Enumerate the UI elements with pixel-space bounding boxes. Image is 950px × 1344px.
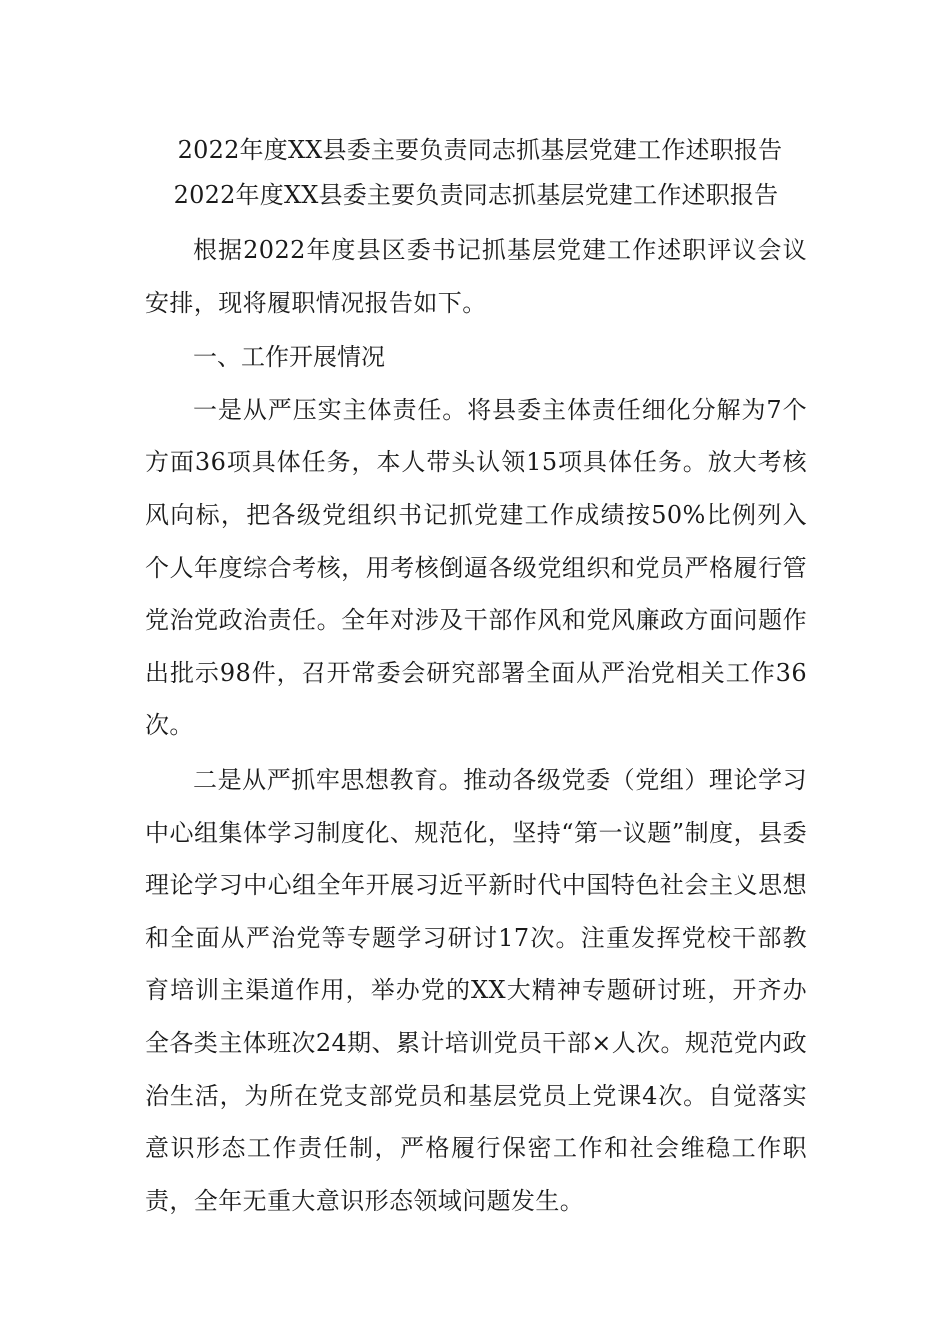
body-paragraph: 一是从严压实主体责任。将县委主体责任细化分解为7个方面36项具体任务，本人带头认领15项具体任务。放大考核风向标，把各级党组织书记抓党建工作成绩按50%比例列入个人年度综合考核，用考核倒逼各级党组织和党员严格履行管党治党政治责任。全年对涉及干部作风和党风廉政方面问题作出批示98件，召开常委会研究部署全面从严治党相关工作36次。 — [145, 395, 807, 740]
document-subtitle: 2022年度XX县委主要负责同志抓基层党建工作述职报告 — [173, 181, 779, 209]
section-heading: 一、工作开展情况 — [193, 343, 385, 372]
intro-paragraph: 根据2022年度县区委书记抓基层党建工作述职评议会议安排，现将履职情况报告如下。 — [145, 236, 807, 317]
document-page — [145, 128, 807, 1229]
body-paragraph: 二是从严抓牢思想教育。推动各级党委（党组）理论学习中心组集体学习制度化、规范化，坚持“第一议题”制度，县委理论学习中心组全年开展习近平新时代中国特色社会主义思想和全面从严治党等专题学习研讨17次。注重发挥党校干部教育培训主渠道作用，举办党的XX大精神专题研讨班，开齐办全各类主体班次24期、累计培训党员干部×人次。规范党内政治生活，为所在党支部党员和基层党员上党课4次。自觉落实意识形态工作责任制，严格履行保密工作和社会维稳工作职责，全年无重大意识形态领域问题发生。 — [145, 765, 807, 1215]
document-title: 2022年度XX县委主要负责同志抓基层党建工作述职报告 — [177, 136, 783, 164]
